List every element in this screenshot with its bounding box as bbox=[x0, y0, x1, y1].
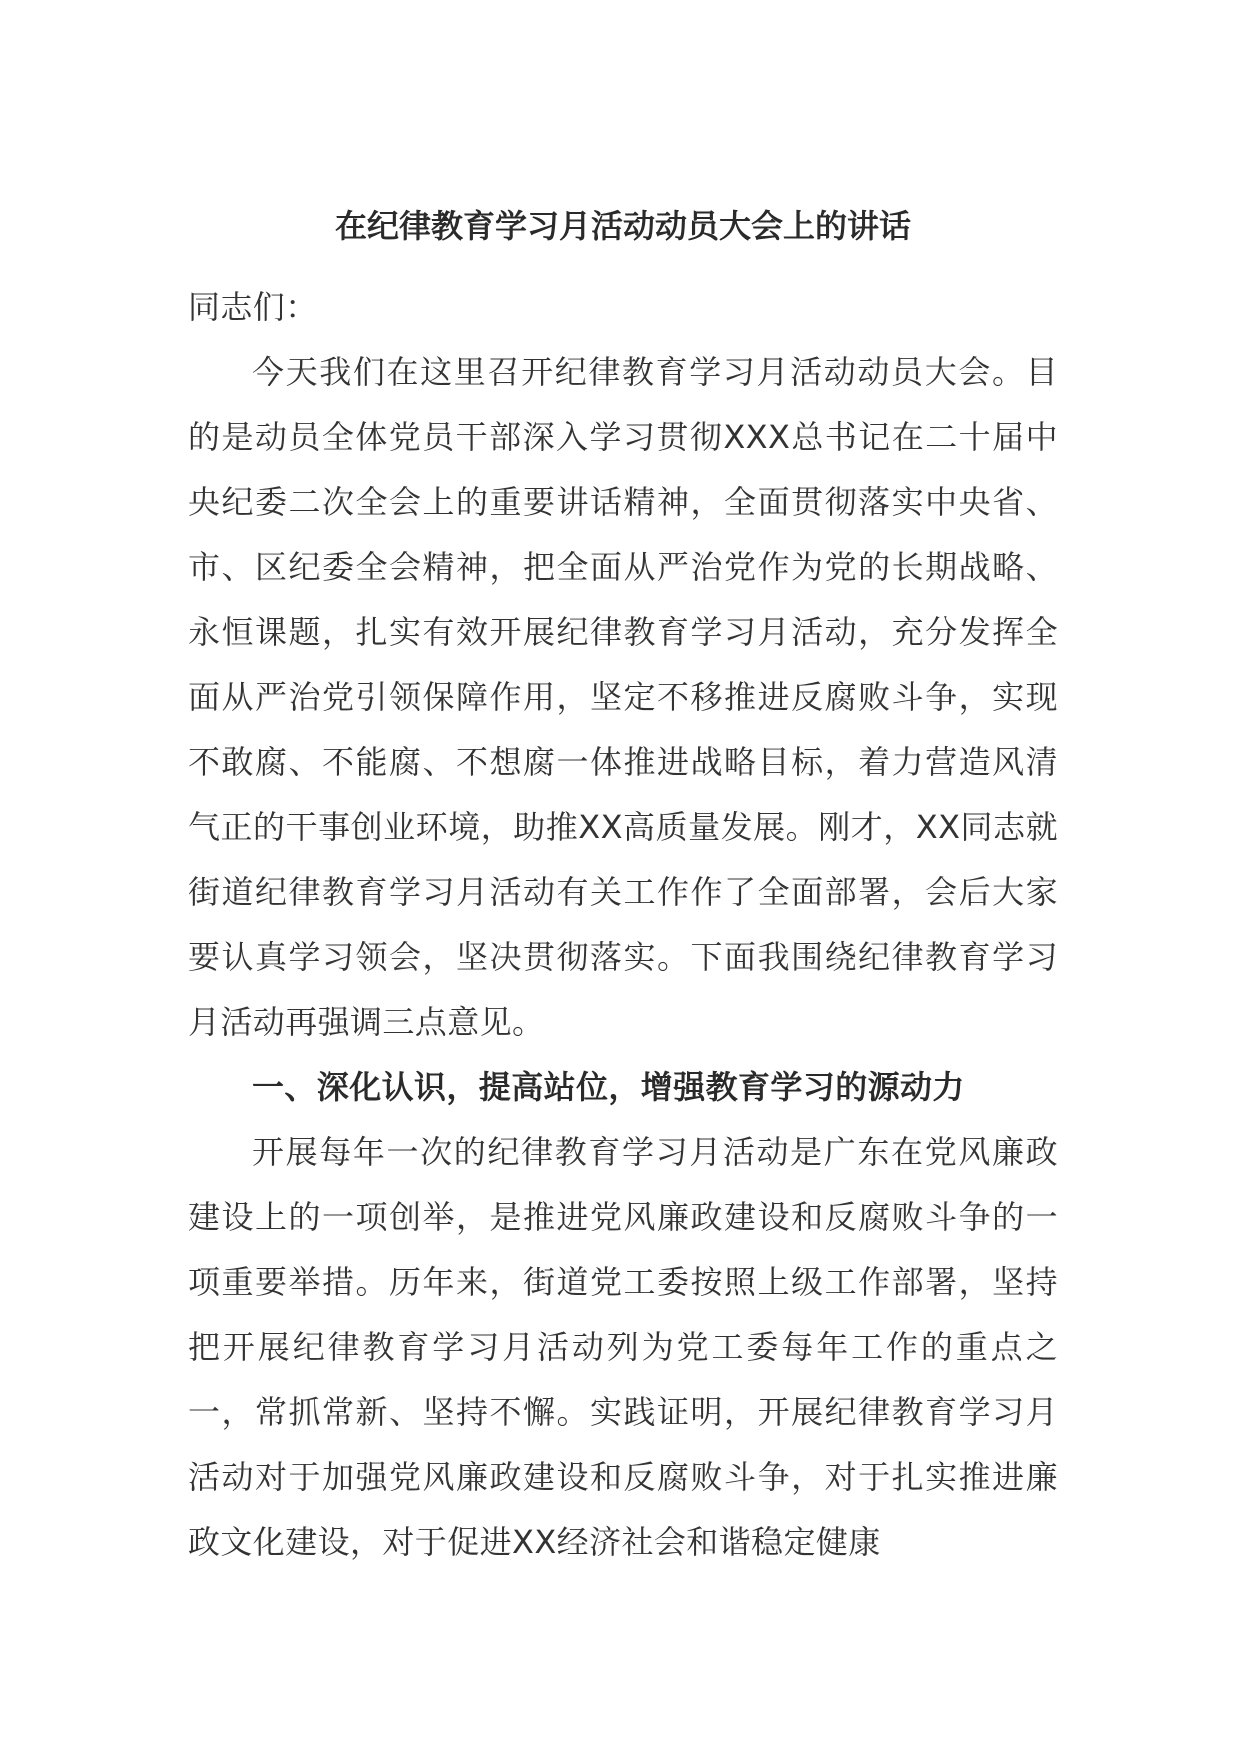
section-heading-1: 一、深化认识，提高站位，增强教育学习的源动力 bbox=[252, 1068, 965, 1106]
paragraph-intro: 今天我们在这里召开纪律教育学习月活动动员大会。目的是动员全体党员干部深入学习贯彻XXX总书记在二十届中央纪委二次全会上的重要讲话精神，全面贯彻落实中央省、市、区纪委全会精神，把全面从严治党作为党的长期战略、永恒课题，扎实有效开展纪律教育学习月活动，充分发挥全面从严治党引领保障作用，坚定不移推进反腐败斗争，实现不敢腐、不能腐、不想腐一体推进战略目标，着力营造风清气正的干事创业环境，助推XX高质量发展。刚才，XX同志就街道纪律教育学习月活动有关工作作了全面部署，会后大家要认真学习领会，坚决贯彻落实。下面我围绕纪律教育学习月活动再强调三点意见。 bbox=[188, 353, 1058, 1041]
document-body bbox=[188, 275, 1058, 1575]
paragraph-section-1: 开展每年一次的纪律教育学习月活动是广东在党风廉政建设上的一项创举，是推进党风廉政建设和反腐败斗争的一项重要举措。历年来，街道党工委按照上级工作部署，坚持把开展纪律教育学习月活动列为党工委每年工作的重点之一，常抓常新、坚持不懈。实践证明，开展纪律教育学习月活动对于加强党风廉政建设和反腐败斗争，对于扎实推进廉政文化建设，对于促进XX经济社会和谐稳定健康 bbox=[188, 1133, 1058, 1561]
document-title: 在纪律教育学习月活动动员大会上的讲话 bbox=[334, 207, 911, 245]
salutation: 同志们： bbox=[188, 288, 318, 326]
